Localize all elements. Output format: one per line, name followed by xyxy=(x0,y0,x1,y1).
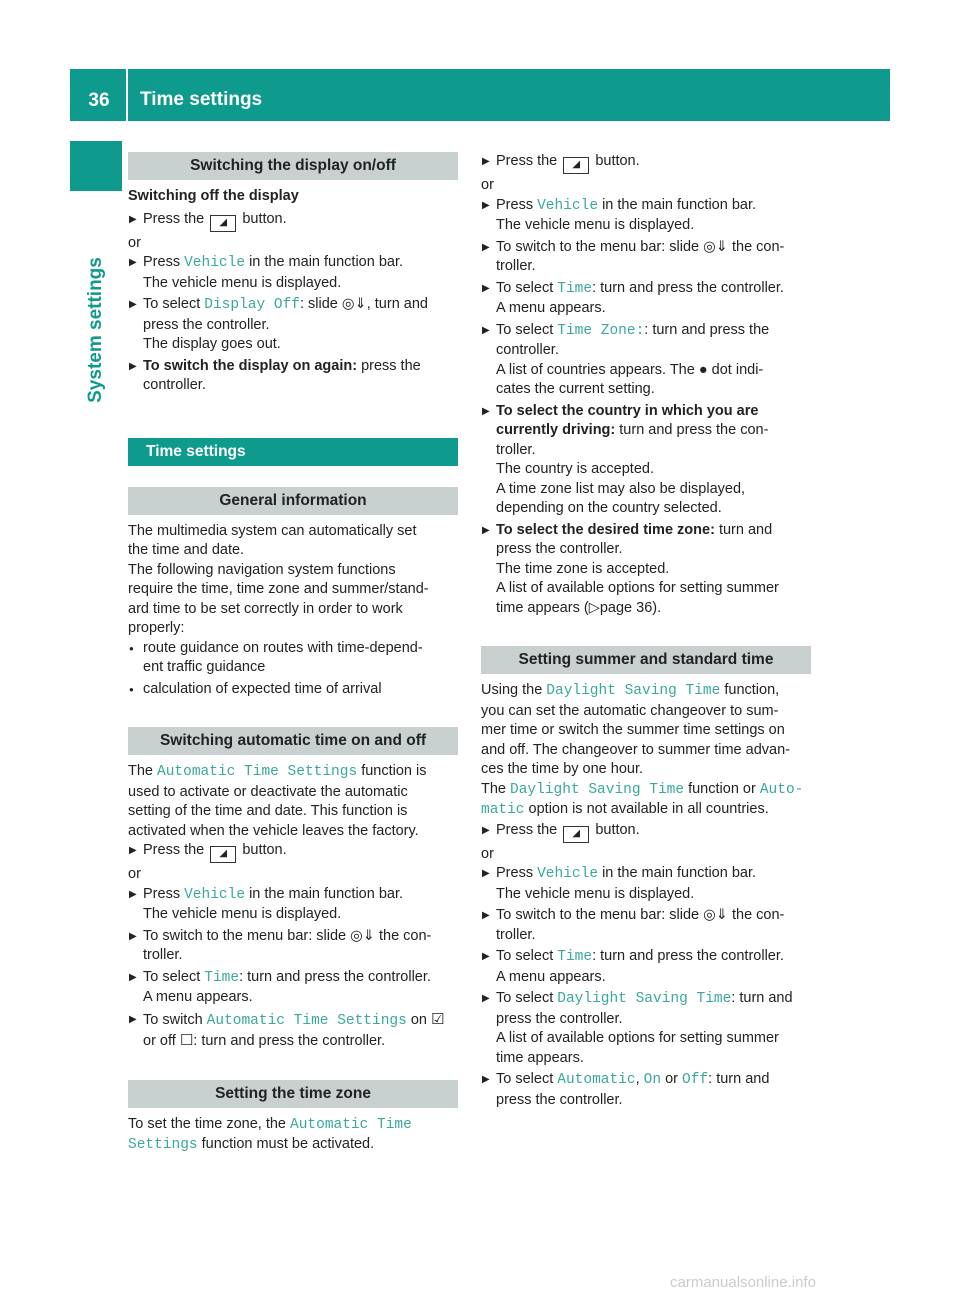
page-ref-arrow-icon: ▷ xyxy=(588,599,600,616)
side-tab-label: System settings xyxy=(85,257,106,403)
page-title: Time settings xyxy=(140,89,263,110)
step: ▶ Press the ◢ button. xyxy=(128,210,458,232)
paragraph: The Daylight Saving Time function or Auto‑ matic option is not available in all countries. xyxy=(481,780,804,818)
right-column xyxy=(481,152,811,1112)
subheading-switch-off: Switching off the display xyxy=(128,188,299,204)
step: ▶ To switch to the menu bar: slide ◎⇓ the con- troller. xyxy=(481,906,811,945)
step: ▶ To switch Automatic Time Settings on ☑ or off ☐: turn and press the controller. xyxy=(128,1010,458,1052)
or-text: or xyxy=(481,177,494,193)
or-text: or xyxy=(481,845,494,862)
step: ▶ To select Time: turn and press the controller. A menu appears. xyxy=(481,279,811,319)
step: ▶ To switch to the menu bar: slide ◎⇓ the con- troller. xyxy=(481,238,811,277)
section-heading-time-settings: Time settings xyxy=(128,438,458,466)
menu-term: Vehicle xyxy=(184,255,246,271)
car-icon: ◢ xyxy=(563,826,589,843)
paragraph: Using the Daylight Saving Time function, you can set the automatic changeover to sum- mer time or switch the summer time settings on and off. The changeover to summer time advan- ces the time by one hour. xyxy=(481,682,790,777)
section-heading-automatic-time: Switching automatic time on and off xyxy=(128,727,458,755)
section-heading-summer-time: Setting summer and standard time xyxy=(481,646,811,674)
left-column xyxy=(128,152,458,1156)
menu-term: Display Off xyxy=(204,297,300,313)
step: ▶ To switch the display on again: press the controller. xyxy=(128,357,458,396)
section-heading-general: General information xyxy=(128,487,458,515)
step: ▶ Press the ◢ button. xyxy=(128,841,458,863)
step: ▶ To select Display Off: slide ◎⇓, turn and press the controller. The display goes out. xyxy=(128,295,458,355)
controller-icon: ◎⇓ xyxy=(341,296,367,312)
section-heading-time-zone: Setting the time zone xyxy=(128,1080,458,1108)
step: ▶ To select Automatic, On or Off: turn and press the controller. xyxy=(481,1070,811,1110)
or-text: or xyxy=(128,866,141,882)
car-icon: ◢ xyxy=(563,157,589,174)
step: ▶ To select the desired time zone: turn and press the controller. The time zone is accepted. A list of available options for setting summer time appears (▷page 36). xyxy=(481,521,811,619)
paragraph: The multimedia system can automatically set the time and date. xyxy=(128,522,417,558)
car-icon: ◢ xyxy=(210,846,236,863)
step: ▶ To select Time: turn and press the controller. A menu appears. xyxy=(481,947,811,987)
checkbox-empty-icon: ☐ xyxy=(179,1032,194,1049)
paragraph: The following navigation system functions require the time, time zone and summer/stand- ard time to be set correctly in order to work properly: xyxy=(128,561,429,636)
step: ▶ To select Time Zone:: turn and press the controller. A list of countries appears. The ● dot indi- cates the current setting. xyxy=(481,321,811,400)
step: ▶ Press Vehicle in the main function bar. The vehicle menu is displayed. xyxy=(128,885,458,925)
step: ▶ Press Vehicle in the main function bar. The vehicle menu is displayed. xyxy=(481,864,811,904)
page-number: 36 xyxy=(88,90,110,111)
section-heading-display: Switching the display on/off xyxy=(128,152,458,180)
list-item: ● calculation of expected time of arrival xyxy=(128,680,458,700)
step: ▶ To select the country in which you are currently driving: turn and press the con- troller. The country is accepted. A time zone list may also be displayed, depending on the country selected. xyxy=(481,402,811,519)
controller-icon: ◎⇓ xyxy=(350,927,375,944)
header-divider xyxy=(126,69,128,121)
step: ▶ Press the ◢ button. xyxy=(481,152,811,174)
or-text: or xyxy=(128,234,141,251)
step: ▶ To switch to the menu bar: slide ◎⇓ the con- troller. xyxy=(128,927,458,966)
paragraph: The Automatic Time Settings function is used to activate or deactivate the automatic setting of the time and date. This function is activated when the vehicle leaves the factory. xyxy=(128,763,427,839)
step: ▶ To select Daylight Saving Time: turn and press the controller. A list of available options for setting summer time appears. xyxy=(481,989,811,1068)
step: ▶ Press the ◢ button. xyxy=(481,821,811,843)
dot-icon: ● xyxy=(698,361,708,378)
step: ▶ Press Vehicle in the main function bar. The vehicle menu is displayed. xyxy=(481,196,811,236)
step: ▶ To select Time: turn and press the controller. A menu appears. xyxy=(128,968,458,1008)
list-item: ● route guidance on routes with time-depend- ent traffic guidance xyxy=(128,639,458,678)
checkbox-checked-icon: ☑ xyxy=(431,1010,445,1028)
step: ▶ Press Vehicle in the main function bar. The vehicle menu is displayed. xyxy=(128,253,458,293)
car-icon: ◢ xyxy=(210,215,236,232)
paragraph: To set the time zone, the Automatic Time Settings function must be activated. xyxy=(128,1115,412,1153)
controller-icon: ◎⇓ xyxy=(703,907,728,923)
watermark: carmanualsonline.info xyxy=(670,1274,816,1291)
section-tab-marker xyxy=(70,141,122,191)
controller-icon: ◎⇓ xyxy=(703,238,728,255)
